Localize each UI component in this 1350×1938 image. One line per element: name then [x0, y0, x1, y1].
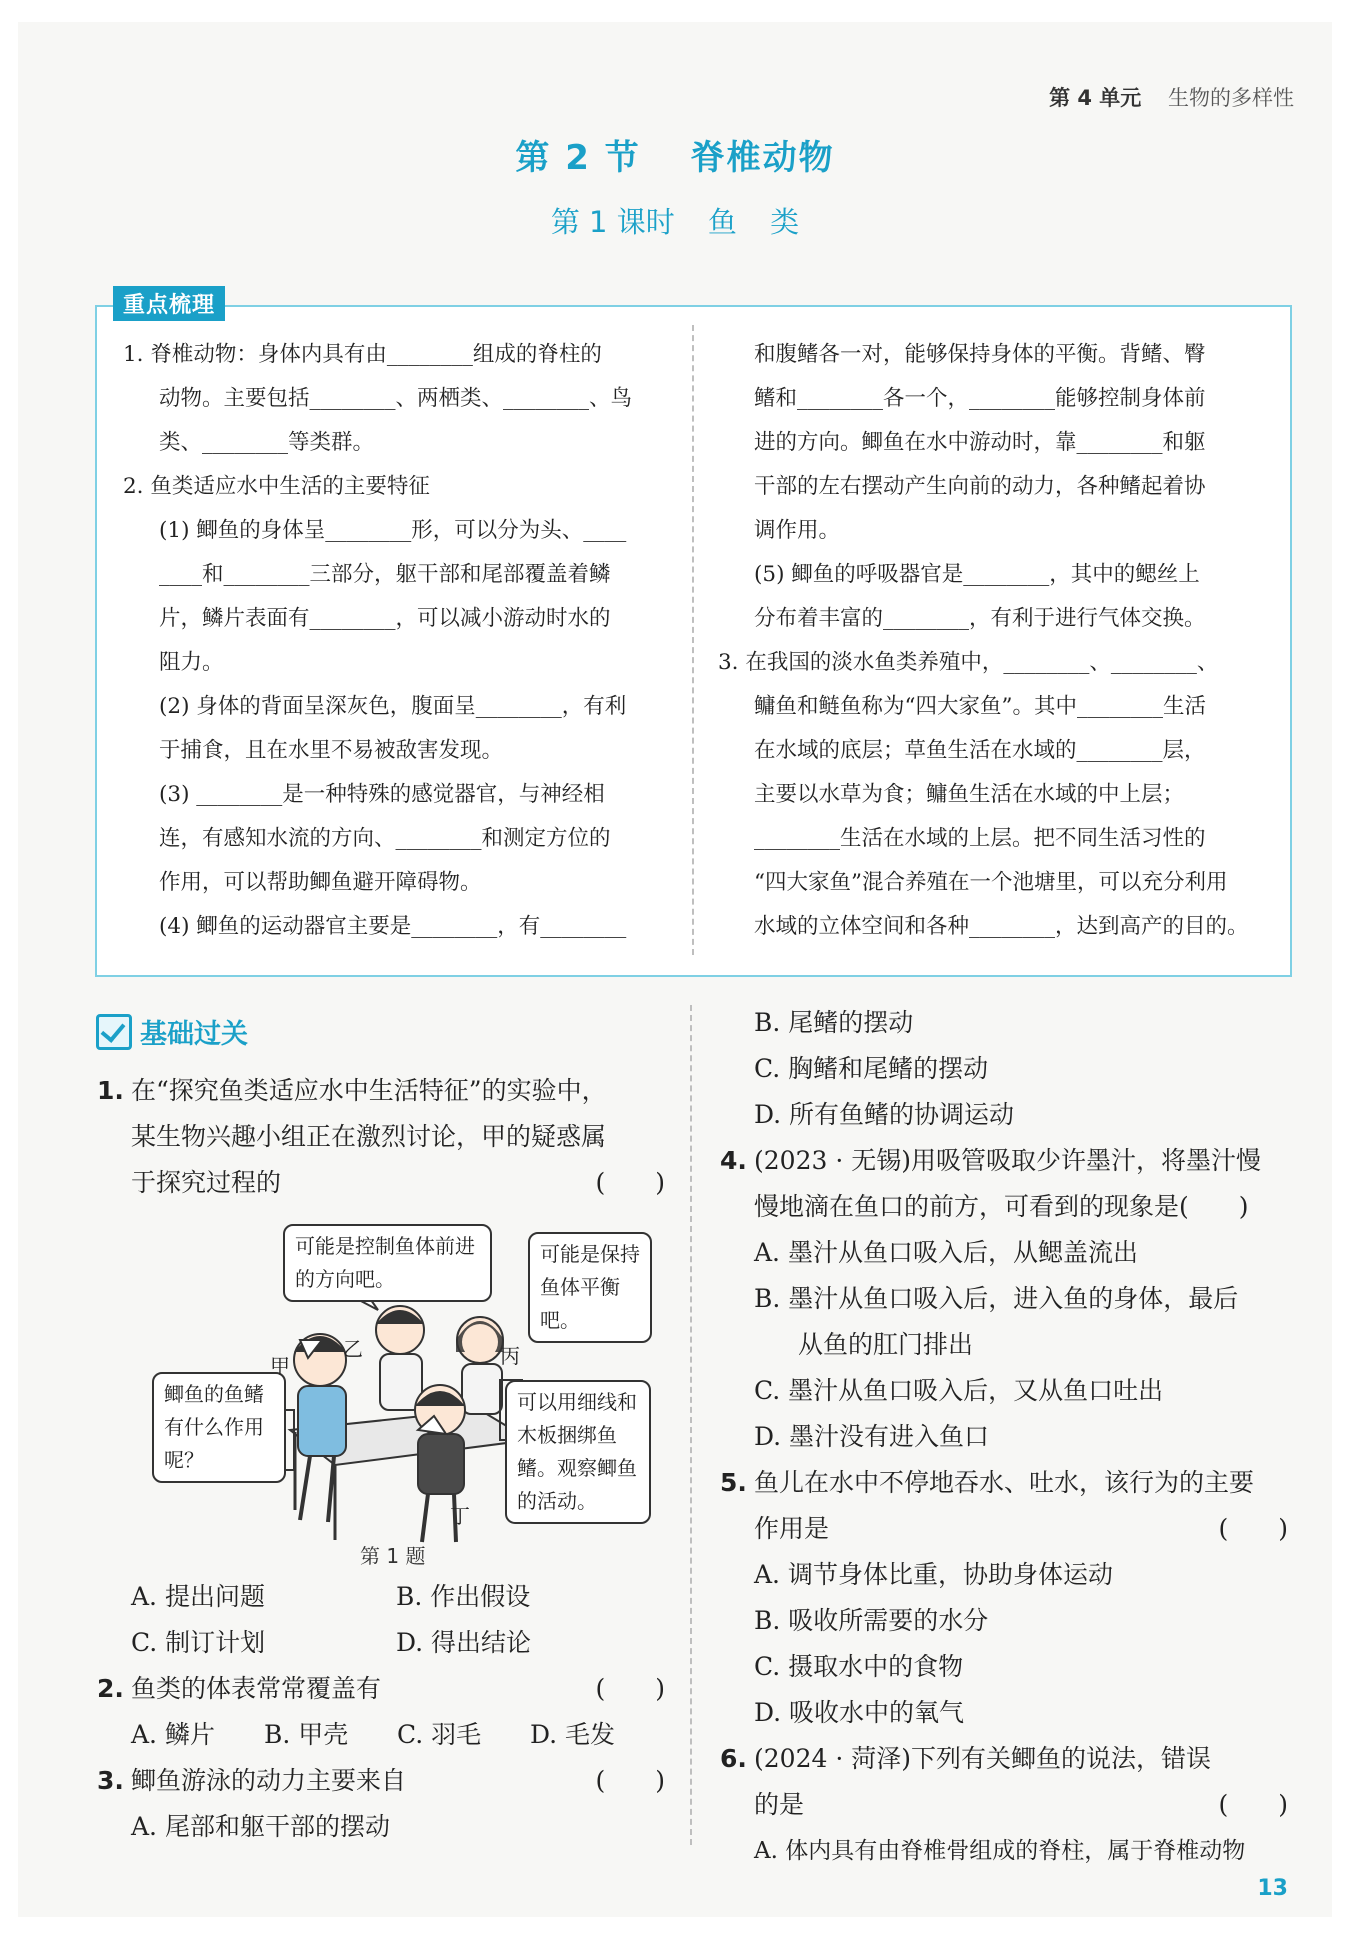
option-a[interactable]: A. 鳞片 [131, 1720, 215, 1749]
question-text: 鱼类的体表常常覆盖有 [131, 1674, 382, 1703]
option-b[interactable]: B. 作出假设 [396, 1582, 531, 1611]
basic-practice-label: 基础过关 [140, 1019, 248, 1050]
kp-line: ____和________三部分，躯干部和尾部覆盖着鳞 [159, 562, 611, 587]
lesson-number: 第 1 课时 [550, 205, 675, 239]
option-b[interactable]: B. 甲壳 [264, 1720, 349, 1749]
basic-practice-tag [96, 1012, 248, 1051]
option-d[interactable]: D. 墨汁没有进入鱼口 [754, 1422, 990, 1451]
speech-bubble-ding: 可以用细线和木板捆绑鱼鳍。观察鲫鱼的活动。 [505, 1380, 651, 1524]
question-2 [97, 1666, 665, 1758]
kp-line: 主要以水草为食；鳙鱼生活在水域的中上层； [754, 782, 1185, 807]
question-number: 6. [720, 1744, 747, 1773]
question-number: 2. [97, 1674, 124, 1703]
questions-divider [690, 1005, 692, 1845]
running-header [1049, 82, 1294, 112]
option-d[interactable]: D. 吸收水中的氧气 [754, 1698, 965, 1727]
option-d[interactable]: D. 所有鱼鳍的协调运动 [754, 1100, 1015, 1129]
question-number: 3. [97, 1766, 124, 1795]
option-c[interactable]: C. 制订计划 [131, 1628, 266, 1657]
question-text: 在“探究鱼类适应水中生活特征”的实验中， [131, 1076, 607, 1105]
label-bing: 丙 [500, 1344, 520, 1368]
question-number: 1. [97, 1076, 124, 1105]
section-number: 第 2 节 [515, 138, 641, 178]
question-text: (2024 · 菏泽)下列有关鲫鱼的说法，错误 [754, 1744, 1211, 1773]
question-5 [720, 1460, 1288, 1736]
question-text: 某生物兴趣小组正在激烈讨论，甲的疑惑属 [131, 1122, 607, 1151]
kp-line: 和腹鳍各一对，能够保持身体的平衡。背鳍、臀 [754, 342, 1206, 367]
kp-line: 于捕食，且在水里不易被敌害发现。 [159, 738, 504, 763]
figure-caption: 第 1 题 [360, 1544, 426, 1568]
option-d[interactable]: D. 得出结论 [396, 1628, 532, 1657]
unit-label: 第 4 单元 [1049, 86, 1142, 110]
option-a[interactable]: A. 尾部和躯干部的摆动 [131, 1812, 390, 1841]
answer-parentheses[interactable]: ( ) [1218, 1514, 1288, 1543]
kp-line: 片，鳞片表面有________，可以减小游动时水的 [159, 606, 611, 631]
kp-line: 在水域的底层；草鱼生活在水域的________层， [754, 738, 1206, 763]
kp-line: 水域的立体空间和各种________，达到高产的目的。 [754, 914, 1249, 939]
label-yi: 乙 [343, 1337, 363, 1361]
option-d[interactable]: D. 毛发 [530, 1720, 616, 1749]
option-a[interactable]: A. 提出问题 [131, 1582, 265, 1611]
section-title [0, 130, 1350, 179]
option-a[interactable]: A. 体内具有由脊椎骨组成的脊柱，属于脊椎动物 [754, 1838, 1246, 1864]
key-points-tag: 重点梳理 [113, 286, 225, 321]
question-text: 慢地滴在鱼口的前方，可看到的现象是( ) [754, 1192, 1249, 1221]
lesson-name-a: 鱼 [707, 205, 737, 239]
kp-line: 1. 脊椎动物：身体内具有由________组成的脊柱的 [123, 342, 602, 367]
question-1 [97, 1068, 665, 1206]
option-a[interactable]: A. 调节身体比重，协助身体运动 [754, 1560, 1113, 1589]
question-text: 作用是 [754, 1514, 830, 1543]
kp-line: (5) 鲫鱼的呼吸器官是________，其中的鳃丝上 [754, 562, 1200, 587]
kp-line: (2) 身体的背面呈深灰色，腹面呈________，有利 [159, 694, 627, 719]
kp-line: (1) 鲫鱼的身体呈________形，可以分为头、____ [159, 518, 627, 543]
lesson-name-b: 类 [770, 205, 800, 239]
section-name: 脊椎动物 [690, 138, 835, 178]
kp-line: 2. 鱼类适应水中生活的主要特征 [123, 474, 430, 499]
option-b[interactable]: B. 墨汁从鱼口吸入后，进入鱼的身体，最后 [754, 1284, 1239, 1313]
kp-line: 鳍和________各一个，________能够控制身体前 [754, 386, 1206, 411]
lesson-title [0, 200, 1350, 241]
question-4 [720, 1138, 1288, 1460]
question-text: 的是 [754, 1790, 805, 1819]
kp-line: 连，有感知水流的方向、________和测定方位的 [159, 826, 611, 851]
option-b-continued: 从鱼的肛门排出 [798, 1330, 974, 1359]
answer-parentheses[interactable]: ( ) [595, 1674, 665, 1703]
option-b[interactable]: B. 吸收所需要的水分 [754, 1606, 989, 1635]
kp-line: 调作用。 [754, 518, 841, 543]
question-text: 于探究过程的 [131, 1168, 282, 1197]
kp-line: 作用，可以帮助鲫鱼避开障碍物。 [159, 870, 482, 895]
option-c[interactable]: C. 墨汁从鱼口吸入后，又从鱼口吐出 [754, 1376, 1164, 1405]
kp-line: 分布着丰富的________，有利于进行气体交换。 [754, 606, 1206, 631]
question-number: 4. [720, 1146, 747, 1175]
question-6 [720, 1736, 1288, 1874]
kp-line: 干部的左右摆动产生向前的动力，各种鳍起着协 [754, 474, 1206, 499]
label-ding: 丁 [450, 1504, 470, 1528]
option-c[interactable]: C. 胸鳍和尾鳍的摆动 [754, 1054, 989, 1083]
question-text: (2023 · 无锡)用吸管吸取少许墨汁，将墨汁慢 [754, 1146, 1261, 1175]
page-number: 13 [1257, 1876, 1288, 1901]
question-3 [97, 1758, 665, 1850]
kp-line: (3) ________是一种特殊的感觉器官，与神经相 [159, 782, 605, 807]
answer-parentheses[interactable]: ( ) [595, 1766, 665, 1795]
question-text: 鲫鱼游泳的动力主要来自 [131, 1766, 407, 1795]
kp-line: “四大家鱼”混合养殖在一个池塘里，可以充分利用 [754, 870, 1228, 895]
checkbox-icon [96, 1014, 132, 1050]
question-number: 5. [720, 1468, 747, 1497]
answer-parentheses[interactable]: ( ) [1218, 1790, 1288, 1819]
kp-line: 阻力。 [159, 650, 224, 675]
kp-line: (4) 鲫鱼的运动器官主要是________，有________ [159, 914, 627, 939]
question-3-continued [720, 1000, 1288, 1138]
key-points-divider [692, 325, 694, 955]
speech-bubble-yi: 可能是控制鱼体前进的方向吧。 [283, 1224, 492, 1302]
option-a[interactable]: A. 墨汁从鱼口吸入后，从鳃盖流出 [754, 1238, 1138, 1267]
kp-line: ________生活在水域的上层。把不同生活习性的 [754, 826, 1206, 851]
kp-line: 鳙鱼和鲢鱼称为“四大家鱼”。其中________生活 [754, 694, 1206, 719]
kp-line: 类、________等类群。 [159, 430, 375, 455]
option-c[interactable]: C. 羽毛 [397, 1720, 482, 1749]
question-1-options [97, 1574, 665, 1666]
kp-line: 动物。主要包括________、两栖类、________、鸟 [159, 386, 633, 411]
option-c[interactable]: C. 摄取水中的食物 [754, 1652, 964, 1681]
option-b[interactable]: B. 尾鳍的摆动 [754, 1008, 914, 1037]
topic-label: 生物的多样性 [1168, 86, 1294, 110]
speech-bubble-jia: 鲫鱼的鱼鳍有什么作用呢？ [152, 1372, 286, 1483]
speech-bubble-bing: 可能是保持鱼体平衡吧。 [528, 1232, 652, 1343]
kp-line: 进的方向。鲫鱼在水中游动时，靠________和躯 [754, 430, 1206, 455]
answer-parentheses[interactable]: ( ) [595, 1168, 665, 1197]
key-points-left-column [123, 333, 668, 949]
kp-line: 3. 在我国的淡水鱼类养殖中，________、________、 [718, 650, 1219, 675]
question-text: 鱼儿在水中不停地吞水、吐水，该行为的主要 [754, 1468, 1255, 1497]
label-jia: 甲 [270, 1354, 290, 1378]
key-points-right-column [718, 333, 1266, 949]
